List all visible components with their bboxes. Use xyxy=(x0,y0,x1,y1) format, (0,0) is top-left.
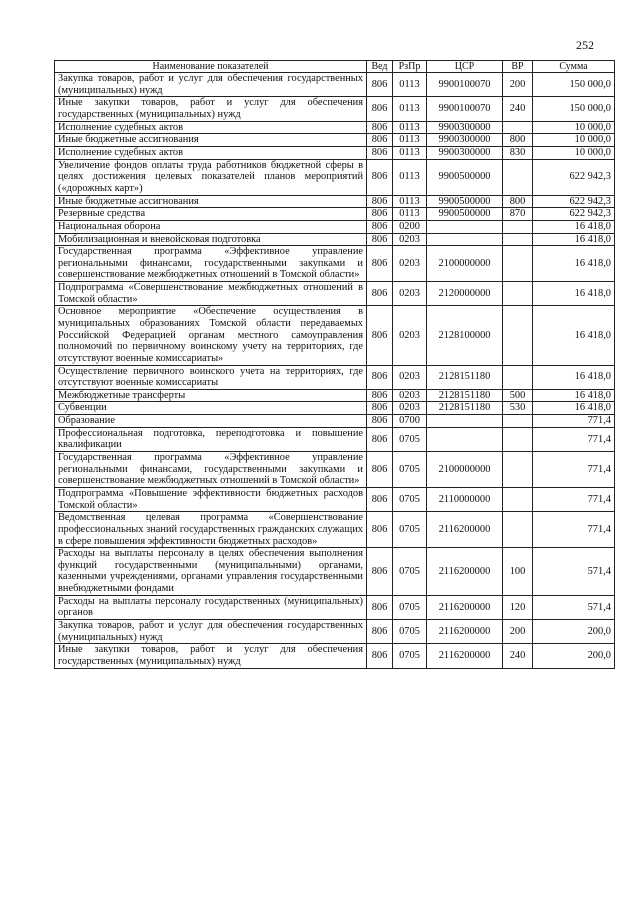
row-sum: 150 000,0 xyxy=(533,97,615,121)
row-name: Основное мероприятие «Обеспечение осуществления в муниципальных образованиях Томской области передаваемых Российской Федерацией органам местного самоуправления полномочий по первичному воинскому учету на территориях, где отсутствуют военные комиссариаты» xyxy=(55,306,367,365)
row-vr: 870 xyxy=(503,208,533,221)
row-sum: 16 418,0 xyxy=(533,220,615,233)
row-name: Ведомственная целевая программа «Совершенствование профессиональных знаний государственных гражданских служащих в сфере повышения эффективности бюджетных расходов» xyxy=(55,512,367,548)
row-sum: 771,4 xyxy=(533,427,615,451)
row-rzpr: 0113 xyxy=(393,97,427,121)
row-rzpr: 0113 xyxy=(393,73,427,97)
row-sum: 200,0 xyxy=(533,620,615,644)
row-ved: 806 xyxy=(367,159,393,195)
row-ved: 806 xyxy=(367,452,393,488)
row-csr: 2116200000 xyxy=(427,548,503,596)
row-csr: 9900300000 xyxy=(427,147,503,160)
row-ved: 806 xyxy=(367,121,393,134)
table-row xyxy=(55,306,615,365)
row-name: Межбюджетные трансферты xyxy=(55,389,367,402)
row-name: Национальная оборона xyxy=(55,220,367,233)
row-csr: 2116200000 xyxy=(427,620,503,644)
row-rzpr: 0705 xyxy=(393,548,427,596)
table-row xyxy=(55,220,615,233)
table-row xyxy=(55,365,615,389)
row-csr: 2128100000 xyxy=(427,306,503,365)
row-csr: 2100000000 xyxy=(427,246,503,282)
row-vr xyxy=(503,159,533,195)
table-row xyxy=(55,233,615,246)
row-name: Субвенции xyxy=(55,402,367,415)
table-row xyxy=(55,487,615,511)
table-row xyxy=(55,208,615,221)
row-rzpr: 0705 xyxy=(393,427,427,451)
row-vr: 200 xyxy=(503,73,533,97)
row-vr: 240 xyxy=(503,97,533,121)
row-rzpr: 0705 xyxy=(393,644,427,668)
row-name: Государственная программа «Эффективное управление региональными финансами, государственными закупками и совершенствование межбюджетных отношений в Томской области» xyxy=(55,246,367,282)
table-row xyxy=(55,282,615,306)
row-sum: 16 418,0 xyxy=(533,233,615,246)
row-sum: 16 418,0 xyxy=(533,402,615,415)
row-name: Иные бюджетные ассигнования xyxy=(55,195,367,208)
row-vr xyxy=(503,415,533,428)
row-sum: 622 942,3 xyxy=(533,208,615,221)
budget-table xyxy=(54,60,615,669)
table-body xyxy=(55,73,615,668)
header-rzpr: РзПр xyxy=(393,61,427,73)
row-name: Резервные средства xyxy=(55,208,367,221)
row-rzpr: 0203 xyxy=(393,306,427,365)
row-ved: 806 xyxy=(367,246,393,282)
row-ved: 806 xyxy=(367,644,393,668)
table-row xyxy=(55,595,615,619)
row-vr xyxy=(503,220,533,233)
row-name: Увеличение фондов оплаты труда работников бюджетной сферы в целях достижения целевых показателей планов мероприятий («дорожных карт») xyxy=(55,159,367,195)
table-row xyxy=(55,389,615,402)
row-rzpr: 0203 xyxy=(393,282,427,306)
row-vr xyxy=(503,452,533,488)
row-csr: 9900100070 xyxy=(427,97,503,121)
table-row xyxy=(55,97,615,121)
row-name: Иные закупки товаров, работ и услуг для обеспечения государственных (муниципальных) нужд xyxy=(55,644,367,668)
row-sum: 622 942,3 xyxy=(533,159,615,195)
row-name: Мобилизационная и вневойсковая подготовка xyxy=(55,233,367,246)
row-sum: 16 418,0 xyxy=(533,365,615,389)
row-csr xyxy=(427,233,503,246)
row-csr: 2100000000 xyxy=(427,452,503,488)
row-name: Иные закупки товаров, работ и услуг для обеспечения государственных (муниципальных) нужд xyxy=(55,97,367,121)
row-rzpr: 0203 xyxy=(393,389,427,402)
row-ved: 806 xyxy=(367,389,393,402)
table-row xyxy=(55,134,615,147)
row-rzpr: 0203 xyxy=(393,365,427,389)
row-sum: 622 942,3 xyxy=(533,195,615,208)
row-vr xyxy=(503,282,533,306)
row-csr xyxy=(427,427,503,451)
row-vr xyxy=(503,306,533,365)
row-vr: 800 xyxy=(503,134,533,147)
row-sum: 571,4 xyxy=(533,595,615,619)
row-csr: 9900300000 xyxy=(427,121,503,134)
row-sum: 571,4 xyxy=(533,548,615,596)
row-name: Исполнение судебных актов xyxy=(55,147,367,160)
row-rzpr: 0113 xyxy=(393,159,427,195)
row-csr: 2110000000 xyxy=(427,487,503,511)
header-csr: ЦСР xyxy=(427,61,503,73)
row-rzpr: 0705 xyxy=(393,487,427,511)
header-name: Наименование показателей xyxy=(55,61,367,73)
table-header-row xyxy=(55,61,615,73)
row-ved: 806 xyxy=(367,147,393,160)
table-row xyxy=(55,159,615,195)
row-vr: 240 xyxy=(503,644,533,668)
row-sum: 200,0 xyxy=(533,644,615,668)
row-rzpr: 0705 xyxy=(393,452,427,488)
row-sum: 16 418,0 xyxy=(533,282,615,306)
row-vr: 200 xyxy=(503,620,533,644)
row-ved: 806 xyxy=(367,134,393,147)
row-ved: 806 xyxy=(367,306,393,365)
row-sum: 771,4 xyxy=(533,452,615,488)
row-csr xyxy=(427,415,503,428)
row-name: Государственная программа «Эффективное управление региональными финансами, государственными закупками и совершенствование межбюджетных отношений в Томской области» xyxy=(55,452,367,488)
row-rzpr: 0113 xyxy=(393,208,427,221)
row-vr: 100 xyxy=(503,548,533,596)
row-ved: 806 xyxy=(367,208,393,221)
row-vr xyxy=(503,365,533,389)
row-ved: 806 xyxy=(367,595,393,619)
row-rzpr: 0203 xyxy=(393,402,427,415)
table-row xyxy=(55,644,615,668)
row-ved: 806 xyxy=(367,73,393,97)
row-rzpr: 0113 xyxy=(393,195,427,208)
row-vr xyxy=(503,512,533,548)
row-sum: 16 418,0 xyxy=(533,389,615,402)
row-csr: 2128151180 xyxy=(427,389,503,402)
row-sum: 16 418,0 xyxy=(533,306,615,365)
row-name: Исполнение судебных актов xyxy=(55,121,367,134)
row-ved: 806 xyxy=(367,233,393,246)
row-vr: 800 xyxy=(503,195,533,208)
row-name: Подпрограмма «Совершенствование межбюджетных отношений в Томской области» xyxy=(55,282,367,306)
row-sum: 10 000,0 xyxy=(533,121,615,134)
row-rzpr: 0705 xyxy=(393,620,427,644)
row-sum: 150 000,0 xyxy=(533,73,615,97)
row-name: Образование xyxy=(55,415,367,428)
row-rzpr: 0113 xyxy=(393,121,427,134)
row-vr: 120 xyxy=(503,595,533,619)
row-ved: 806 xyxy=(367,282,393,306)
table-row xyxy=(55,427,615,451)
row-csr: 2116200000 xyxy=(427,512,503,548)
row-rzpr: 0113 xyxy=(393,134,427,147)
row-name: Закупка товаров, работ и услуг для обеспечения государственных (муниципальных) нужд xyxy=(55,620,367,644)
table-row xyxy=(55,620,615,644)
row-name: Профессиональная подготовка, переподготовка и повышение квалификации xyxy=(55,427,367,451)
row-csr: 2120000000 xyxy=(427,282,503,306)
table-row xyxy=(55,548,615,596)
row-ved: 806 xyxy=(367,220,393,233)
row-vr: 830 xyxy=(503,147,533,160)
row-sum: 10 000,0 xyxy=(533,134,615,147)
row-ved: 806 xyxy=(367,415,393,428)
row-name: Подпрограмма «Повышение эффективности бюджетных расходов Томской области» xyxy=(55,487,367,511)
row-vr xyxy=(503,427,533,451)
row-csr: 2116200000 xyxy=(427,595,503,619)
header-sum: Сумма xyxy=(533,61,615,73)
row-csr: 9900500000 xyxy=(427,208,503,221)
header-ved: Вед xyxy=(367,61,393,73)
row-ved: 806 xyxy=(367,512,393,548)
row-sum: 10 000,0 xyxy=(533,147,615,160)
row-vr xyxy=(503,246,533,282)
row-rzpr: 0200 xyxy=(393,220,427,233)
row-name: Иные бюджетные ассигнования xyxy=(55,134,367,147)
table-row xyxy=(55,512,615,548)
row-rzpr: 0700 xyxy=(393,415,427,428)
row-rzpr: 0705 xyxy=(393,512,427,548)
row-rzpr: 0203 xyxy=(393,233,427,246)
row-name: Расходы на выплаты персоналу государственных (муниципальных) органов xyxy=(55,595,367,619)
row-ved: 806 xyxy=(367,620,393,644)
row-name: Закупка товаров, работ и услуг для обеспечения государственных (муниципальных) нужд xyxy=(55,73,367,97)
row-ved: 806 xyxy=(367,195,393,208)
row-sum: 771,4 xyxy=(533,487,615,511)
row-csr: 9900100070 xyxy=(427,73,503,97)
row-csr: 2128151180 xyxy=(427,402,503,415)
table-row xyxy=(55,121,615,134)
row-rzpr: 0705 xyxy=(393,595,427,619)
row-csr: 2128151180 xyxy=(427,365,503,389)
row-ved: 806 xyxy=(367,97,393,121)
row-ved: 806 xyxy=(367,365,393,389)
table-row xyxy=(55,195,615,208)
row-csr: 9900500000 xyxy=(427,195,503,208)
row-sum: 16 418,0 xyxy=(533,246,615,282)
row-vr: 500 xyxy=(503,389,533,402)
row-vr xyxy=(503,121,533,134)
row-csr: 2116200000 xyxy=(427,644,503,668)
header-vr: ВР xyxy=(503,61,533,73)
table-row xyxy=(55,73,615,97)
table-row xyxy=(55,452,615,488)
row-ved: 806 xyxy=(367,402,393,415)
table-row xyxy=(55,246,615,282)
row-ved: 806 xyxy=(367,548,393,596)
row-vr: 530 xyxy=(503,402,533,415)
row-csr xyxy=(427,220,503,233)
row-sum: 771,4 xyxy=(533,512,615,548)
row-ved: 806 xyxy=(367,427,393,451)
page-number: 252 xyxy=(576,38,594,52)
row-name: Расходы на выплаты персоналу в целях обеспечения выполнения функций государственными (муниципальными) органами, казенными учреждениями, органами управления государственными внебюджетными фондами xyxy=(55,548,367,596)
row-csr: 9900300000 xyxy=(427,134,503,147)
row-vr xyxy=(503,487,533,511)
row-ved: 806 xyxy=(367,487,393,511)
row-name: Осуществление первичного воинского учета на территориях, где отсутствуют военные комиссариаты xyxy=(55,365,367,389)
table-row xyxy=(55,415,615,428)
row-rzpr: 0203 xyxy=(393,246,427,282)
table-row xyxy=(55,147,615,160)
row-rzpr: 0113 xyxy=(393,147,427,160)
table-row xyxy=(55,402,615,415)
row-csr: 9900500000 xyxy=(427,159,503,195)
row-sum: 771,4 xyxy=(533,415,615,428)
row-vr xyxy=(503,233,533,246)
